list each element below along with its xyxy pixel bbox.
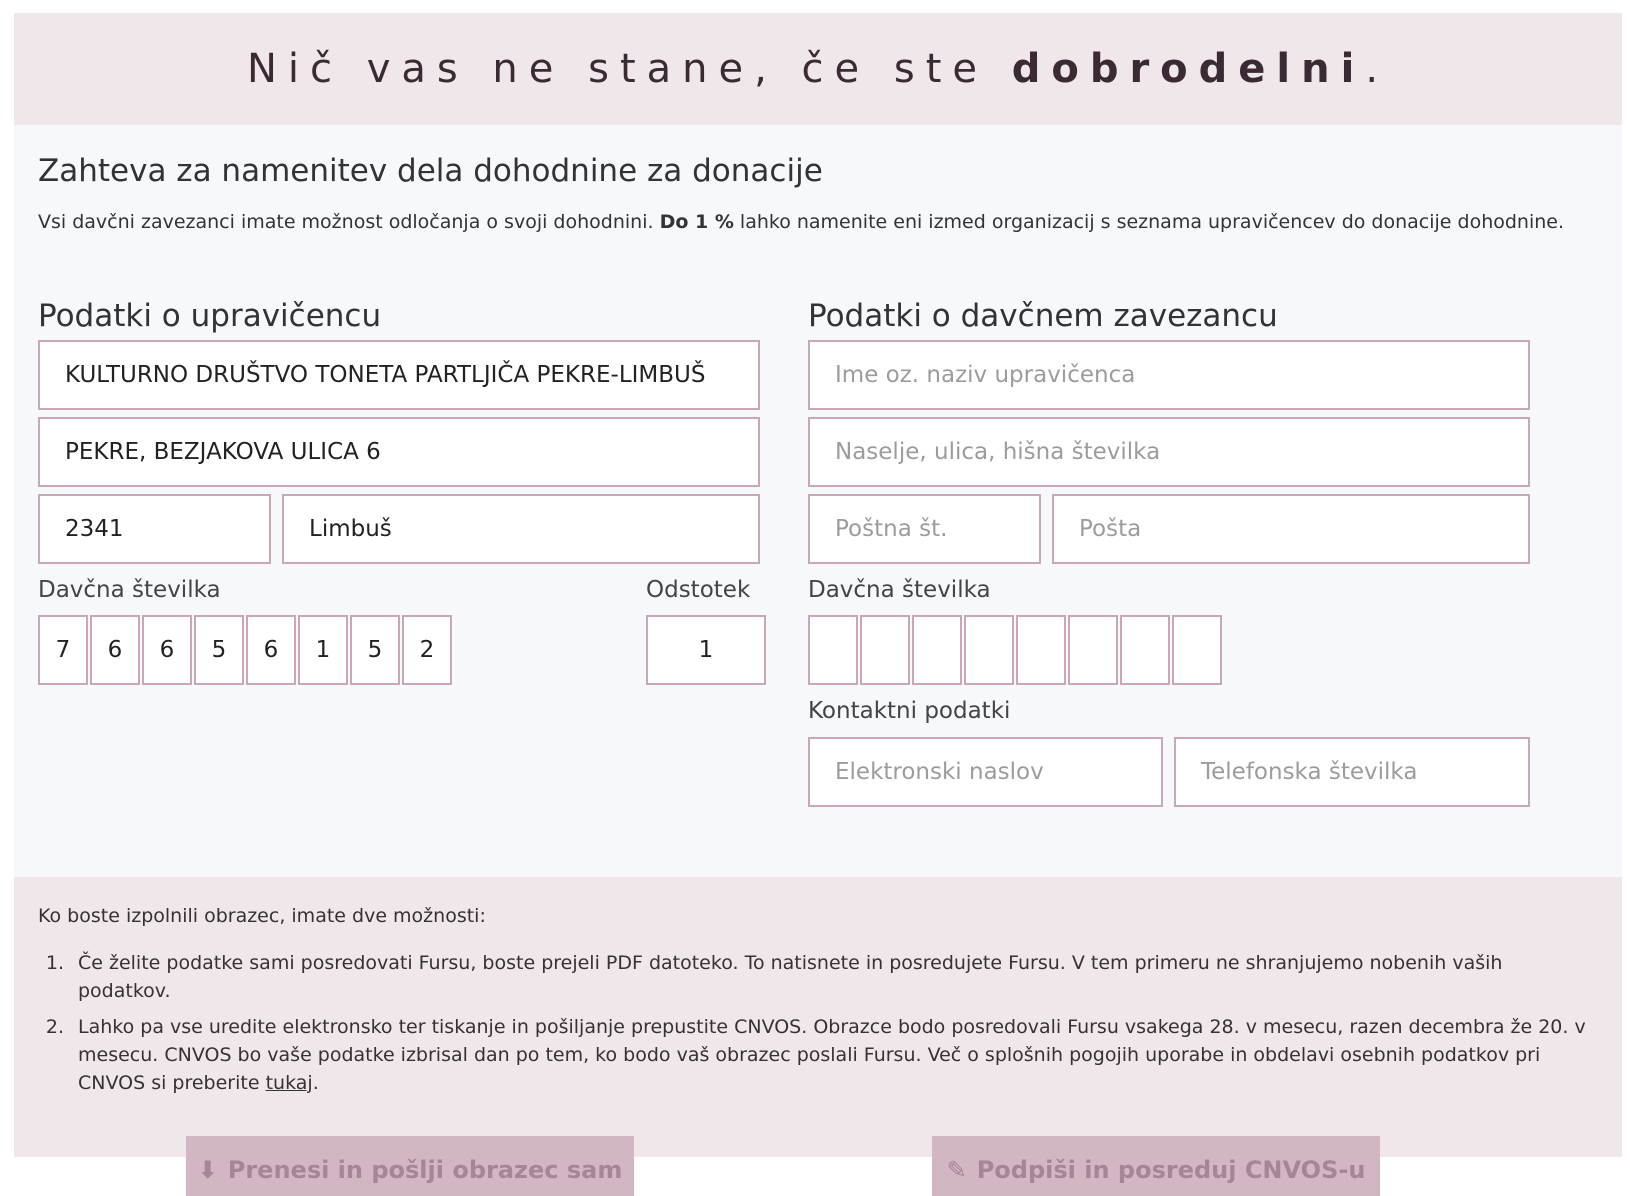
- pencil-icon: ✎: [946, 1156, 967, 1184]
- taxpayer-name-input[interactable]: Ime oz. naziv upravičenca: [808, 340, 1530, 410]
- sign-submit-button[interactable]: ✎ Podpiši in posreduj CNVOS-u: [932, 1136, 1380, 1196]
- option-text: Če želite podatke sami posredovati Fursu, boste prejeli PDF datoteko. To natisnete in posredujete Fursu. V tem primeru ne shranjujemo nobenih vaših podatkov.: [78, 952, 1503, 1002]
- taxpayer-tax-digit-input[interactable]: [912, 615, 962, 685]
- option-item: [38, 949, 1598, 1005]
- beneficiary-tax-digit[interactable]: 7: [38, 615, 88, 685]
- form-intro: Vsi davčni zavezanci imate možnost odločanja o svoji dohodnini. Do 1 % lahko namenite eni izmed organizacij s seznama upravičencev do donacije dohodnine.: [38, 211, 1565, 233]
- options-section: [14, 877, 1622, 1184]
- taxpayer-tax-digit-input[interactable]: [860, 615, 910, 685]
- hero-title: Nič vas ne stane, če ste dobrodelni.: [246, 46, 1390, 92]
- percent-label: Odstotek: [646, 577, 751, 603]
- percent-field[interactable]: 1: [646, 615, 766, 685]
- beneficiary-tax-digit[interactable]: 2: [402, 615, 452, 685]
- download-form-button[interactable]: ⬇ Prenesi in pošlji obrazec sam: [186, 1136, 634, 1196]
- beneficiary-tax-digit[interactable]: 5: [350, 615, 400, 685]
- taxpayer-tax-digit-input[interactable]: [1068, 615, 1118, 685]
- page-frame: [14, 13, 1622, 1184]
- email-input[interactable]: Elektronski naslov: [808, 737, 1163, 807]
- taxpayer-post-input[interactable]: Pošta: [1052, 494, 1530, 564]
- hero-banner: [14, 13, 1622, 125]
- options-intro: Ko boste izpolnili obrazec, imate dve možnosti:: [38, 905, 486, 927]
- form-area: [14, 125, 1622, 877]
- beneficiary-name-field[interactable]: KULTURNO DRUŠTVO TONETA PARTLJIČA PEKRE-LIMBUŠ: [38, 340, 760, 410]
- contact-label: Kontaktni podatki: [808, 698, 1011, 724]
- option-item: [38, 1013, 1598, 1097]
- taxpayer-tax-digit-input[interactable]: [1016, 615, 1066, 685]
- form-title: Zahteva za namenitev dela dohodnine za donacije: [38, 153, 823, 189]
- taxpayer-heading: Podatki o davčnem zavezancu: [808, 298, 1278, 334]
- taxpayer-tax-digit-input[interactable]: [964, 615, 1014, 685]
- taxpayer-tax-label: Davčna številka: [808, 577, 991, 603]
- option-text: Lahko pa vse uredite elektronsko ter tiskanje in pošiljanje prepustite CNVOS. Obrazce bodo posredovali Fursu vsakega 28. v mesecu, razen decembra že 20. v mesecu. CNVOS bo vaše podatke izbrisal dan po tem, ko bodo vaš obrazec poslali Fursu. Več o splošnih pogojih uporabe in obdelavi osebnih podatkov pri CNVOS si preberite tukaj.: [78, 1016, 1586, 1094]
- beneficiary-post-field[interactable]: Limbuš: [282, 494, 760, 564]
- terms-link[interactable]: tukaj: [265, 1072, 313, 1094]
- beneficiary-tax-label: Davčna številka: [38, 577, 221, 603]
- beneficiary-address-field[interactable]: PEKRE, BEZJAKOVA ULICA 6: [38, 417, 760, 487]
- taxpayer-tax-digit-input[interactable]: [808, 615, 858, 685]
- beneficiary-postal-code-field[interactable]: 2341: [38, 494, 271, 564]
- download-icon: ⬇: [197, 1156, 218, 1184]
- option-number: 1.: [45, 952, 64, 974]
- beneficiary-tax-digit[interactable]: 6: [246, 615, 296, 685]
- beneficiary-heading: Podatki o upravičencu: [38, 298, 382, 334]
- phone-input[interactable]: Telefonska številka: [1174, 737, 1530, 807]
- beneficiary-tax-digit[interactable]: 6: [90, 615, 140, 685]
- taxpayer-tax-digit-input[interactable]: [1172, 615, 1222, 685]
- beneficiary-tax-digit[interactable]: 1: [298, 615, 348, 685]
- taxpayer-tax-digit-input[interactable]: [1120, 615, 1170, 685]
- taxpayer-address-input[interactable]: Naselje, ulica, hišna številka: [808, 417, 1530, 487]
- taxpayer-postal-code-input[interactable]: Poštna št.: [808, 494, 1041, 564]
- beneficiary-tax-digit[interactable]: 5: [194, 615, 244, 685]
- option-number: 2.: [45, 1016, 64, 1038]
- beneficiary-tax-digit[interactable]: 6: [142, 615, 192, 685]
